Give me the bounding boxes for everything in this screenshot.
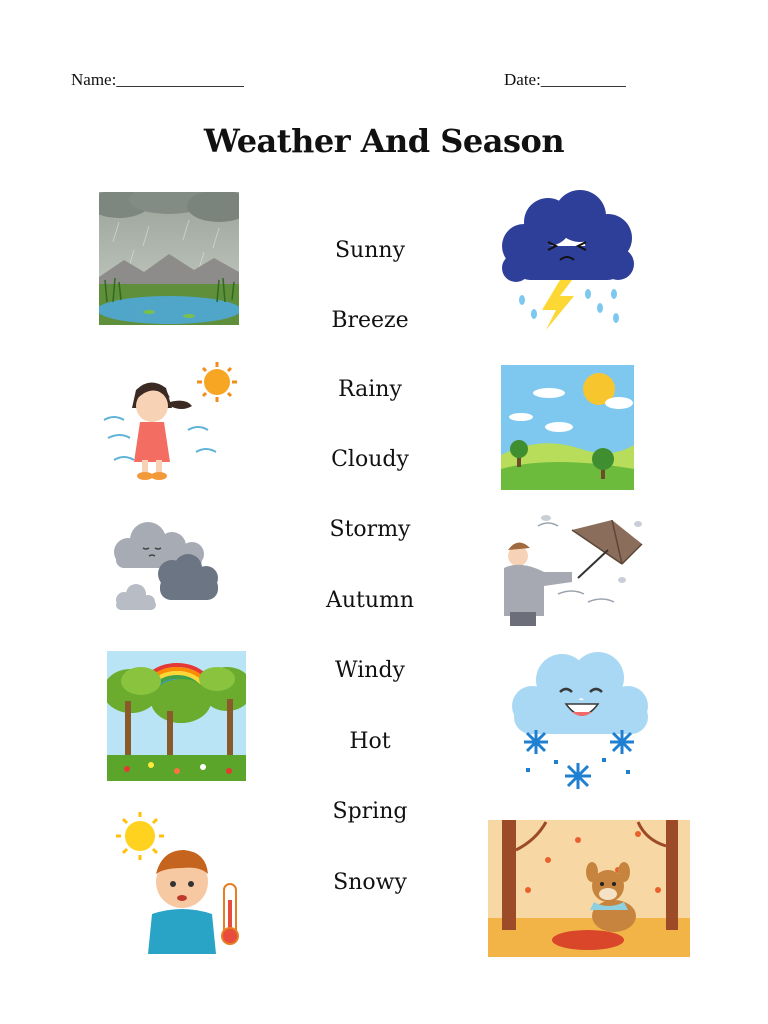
word-breeze: Breeze [331, 308, 409, 333]
word-spring: Spring [332, 799, 408, 824]
word-sunny: Sunny [334, 238, 405, 263]
word-rainy: Rainy [338, 377, 402, 402]
snowy-cloud-picture [506, 650, 652, 798]
rainy-lake-picture [99, 192, 239, 325]
word-windy: Windy [335, 658, 405, 683]
cloudy-clouds-picture [106, 518, 222, 616]
word-autumn: Autumn [325, 588, 415, 613]
word-stormy: Stormy [329, 517, 411, 542]
word-cloudy: Cloudy [331, 447, 409, 472]
word-snowy: Snowy [333, 870, 407, 895]
page-title: Weather And Season [203, 122, 565, 160]
sunny-landscape-picture [501, 365, 634, 490]
storm-cloud-lightning-picture [500, 190, 636, 332]
spring-rainbow-picture [107, 651, 246, 781]
man-windy-umbrella-picture [498, 510, 650, 628]
hot-boy-thermometer-picture [110, 810, 248, 956]
date-field-label: Date:__________ [504, 70, 626, 89]
name-field-label: Name:_______________ [71, 70, 244, 89]
autumn-deer-picture [488, 820, 690, 957]
windy-girl-sun-picture [100, 360, 242, 488]
word-hot: Hot [349, 729, 391, 754]
